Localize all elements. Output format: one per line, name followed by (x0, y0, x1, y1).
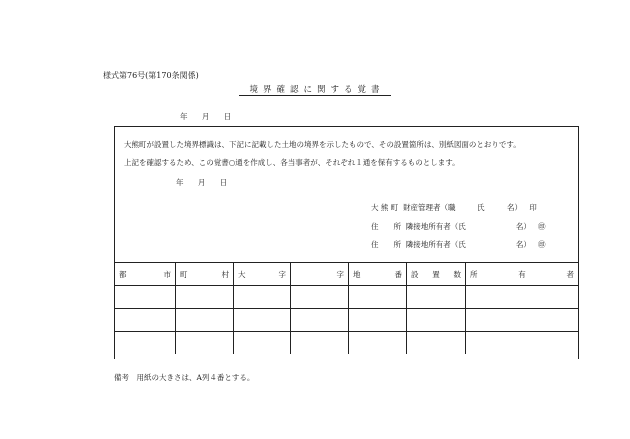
document-title (0, 83, 630, 95)
body-paragraph-1: 大熊町が設置した境界標識は、下記に記載した土地の境界を示したもので、その設置箇所は、別紙図面のとおりです。 (124, 140, 521, 149)
seal-mark: ㊞ (538, 222, 546, 231)
table-header-row (115, 263, 579, 286)
signatory-adjacent-owner-2 (371, 239, 546, 250)
table-cell[interactable] (407, 309, 466, 332)
table-row (115, 332, 579, 355)
table-cell[interactable] (349, 309, 407, 332)
header-installed-count: 設 置 数 (407, 263, 466, 286)
table-cell[interactable] (407, 286, 466, 309)
header-oaza: 大 字 (234, 263, 291, 286)
signatory-role: 財産管理者（職 (403, 203, 456, 212)
table-cell[interactable] (176, 286, 234, 309)
table-cell[interactable] (466, 286, 579, 309)
header-town-village: 町 村 (176, 263, 234, 286)
signatory-place: 住 所 (371, 240, 401, 249)
land-table (114, 262, 579, 354)
signatory-role: 隣接地所有者（氏 (405, 240, 466, 249)
table-row (115, 286, 579, 309)
table-cell[interactable] (234, 309, 291, 332)
table-cell[interactable] (349, 332, 407, 355)
table-cell[interactable] (115, 286, 176, 309)
table-cell[interactable] (407, 332, 466, 355)
table-cell[interactable] (115, 309, 176, 332)
table-cell[interactable] (234, 286, 291, 309)
seal-mark: ㊞ (538, 240, 546, 249)
header-owner: 所 有 者 (466, 263, 579, 286)
signatory-town-manager (371, 202, 537, 213)
signatory-name: 名） (515, 222, 531, 231)
header-lot-number: 地 番 (349, 263, 407, 286)
table-row (115, 309, 579, 332)
table-cell[interactable] (349, 286, 407, 309)
document-title-text: 境界確認に関する覚書 (239, 85, 390, 96)
table-cell[interactable] (466, 309, 579, 332)
table-cell[interactable] (176, 309, 234, 332)
table-cell[interactable] (115, 332, 176, 355)
table-cell[interactable] (291, 309, 349, 332)
body-paragraph-2: 上記を確認するため、この覚書○通を作成し、各当事者が、それぞれ１通を保有するものとします。 (124, 158, 460, 167)
signatory-adjacent-owner-1 (371, 221, 546, 232)
date-line-agreement: 年 月 日 (176, 178, 228, 187)
signatory-role: 隣接地所有者（氏 (405, 222, 466, 231)
table-cell[interactable] (291, 332, 349, 355)
signatory-place: 大 熊 町 (371, 203, 399, 212)
signatory-place: 住 所 (371, 222, 401, 231)
signatory-name: 名） (515, 240, 531, 249)
table-cell[interactable] (176, 332, 234, 355)
header-prefecture-city: 都 市 (115, 263, 176, 286)
header-aza: 字 (291, 263, 349, 286)
form-number-label: 様式第76号(第170条関係) (103, 71, 199, 80)
date-line-top: 年 月 日 (180, 112, 232, 121)
signatory-name: 氏 名） (477, 203, 523, 212)
remarks-note: 備考 用紙の大きさは、A列４番とする。 (114, 373, 255, 382)
table-cell[interactable] (291, 286, 349, 309)
seal-mark: 印 (529, 203, 537, 212)
table-cell[interactable] (234, 332, 291, 355)
table-cell[interactable] (466, 332, 579, 355)
